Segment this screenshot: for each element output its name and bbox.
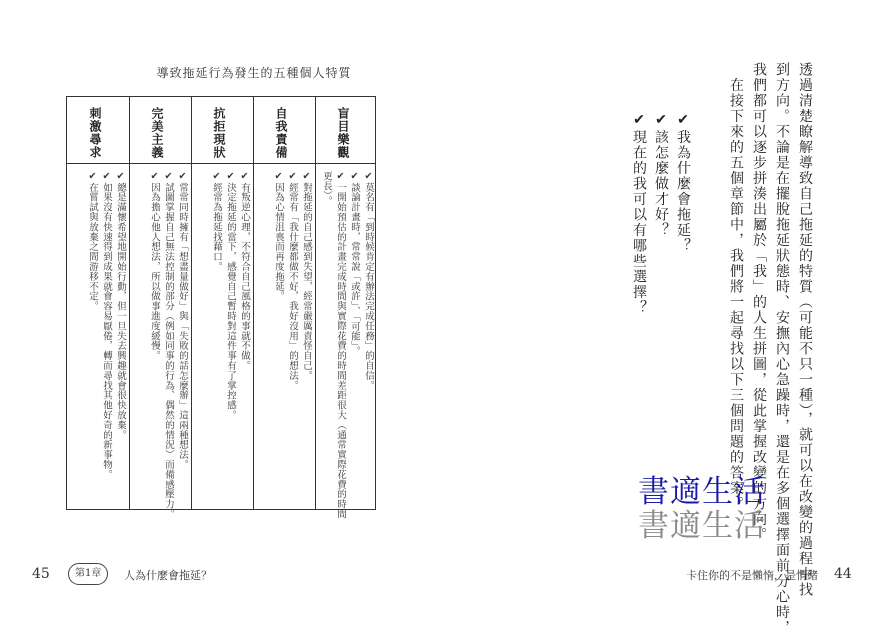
column-body-self-blame [257,171,313,501]
trait-line: ✔經常為拖延找藉口。 [211,171,222,272]
question-item: ✔現在的我可以有哪些選擇？ [631,112,647,316]
question-list [628,112,694,316]
trait-line: ✔因為擔心他人想法，所以做事進度緩慢。 [149,171,160,361]
column-divider [315,97,316,509]
trait-line: ✔如果沒有快速得到成果就會容易厭倦，轉而尋找其他好奇的新事物。 [101,171,112,480]
trait-line: ✔決定拖延的當下，感覺自己暫時對這件事有了掌控感。 [225,171,236,420]
chapter-badge: 第1章 [68,563,108,585]
body-paragraph: 到方向。不論是在擺脫拖延狀態時、安撫內心急躁時，還是在多個選擇面前分心時， [774,62,790,636]
question-item: ✔該怎麼做才好？ [653,112,669,238]
column-heading-blind-optimism: 盲目樂觀 [336,107,350,159]
watermark-line-gray: 書適生活 [638,508,766,544]
running-head-left: 人為什麼會拖延？ [124,569,212,582]
page-number-left: 45 [32,566,50,582]
trait-line: ✔常常同時擁有「想盡量做好」與「失敗的話怎麼辦」這兩種想法。 [177,171,188,470]
watermark-line-blue: 書適生活 [638,474,766,510]
body-paragraph: 我們都可以逐步拼湊出屬於「我」的人生拼圖，從此掌握改變的方向。 [751,62,767,543]
body-paragraph: 透過清楚瞭解導致自己拖延的特質（可能不只一種），就可以在改變的過程中找 [797,62,813,598]
column-heading-self-blame: 自我責備 [274,107,288,159]
trait-line: ✔談論計畫時，常常說「或許」、「可能」。 [349,171,360,357]
question-item: ✔我為什麼會拖延？ [675,112,691,254]
column-heading-sensation-seeking: 刺激尋求 [88,107,102,159]
column-body-resist-status-quo [195,171,251,501]
traits-table [66,96,376,519]
running-head-right: 卡住你的不是懶惰，是情緒 [686,569,818,582]
trait-line: ✔對拖延的自己感到失望，經常嚴厲責怪自己。 [301,171,312,381]
column-heading-perfectionism: 完美主義 [150,107,164,159]
table-title: 導致拖延行為發生的五種個人特質 [156,66,352,80]
trait-line: ✔一開始預估的計畫完成時間與實際花費的時間差距很大（通常實際花費的時間 [335,171,346,519]
column-divider [253,97,254,509]
trait-line: ✔經常有「我什麼都做不好，我好沒用」的想法。 [287,171,298,391]
column-body-blind-optimism [317,171,375,519]
column-divider [191,97,192,509]
trait-line: ✔有叛逆心理，不符合自己風格的事就不做。 [239,171,250,371]
column-body-sensation-seeking [71,171,127,501]
column-heading-resist-status-quo: 抗拒現狀 [212,107,226,159]
trait-line: ✔總是滿懷希望地開始行動，但一旦失去興趣就會很快放棄。 [115,171,126,440]
column-divider [129,97,130,509]
trait-line: ✔因為心情沮喪而再度拖延。 [273,171,284,302]
header-divider [67,163,375,164]
body-paragraph: 在接下來的五個章節中，我們將一起尋找以下三個問題的答案。 [728,62,744,512]
trait-line: ✔試圖掌握自己無法控制的部分（例如同事的行為、偶然的情況）而備感壓力。 [163,171,174,519]
trait-line: ✔莫名有「到時候肯定有辦法完成任務」的自信。 [363,171,374,391]
page-number-right: 44 [834,566,852,582]
column-body-perfectionism [133,171,189,519]
trait-line: ✔在嘗試與放棄之間游移不定。 [87,171,98,312]
publisher-watermark [638,466,778,546]
trait-line: 更長）。 [321,171,332,206]
